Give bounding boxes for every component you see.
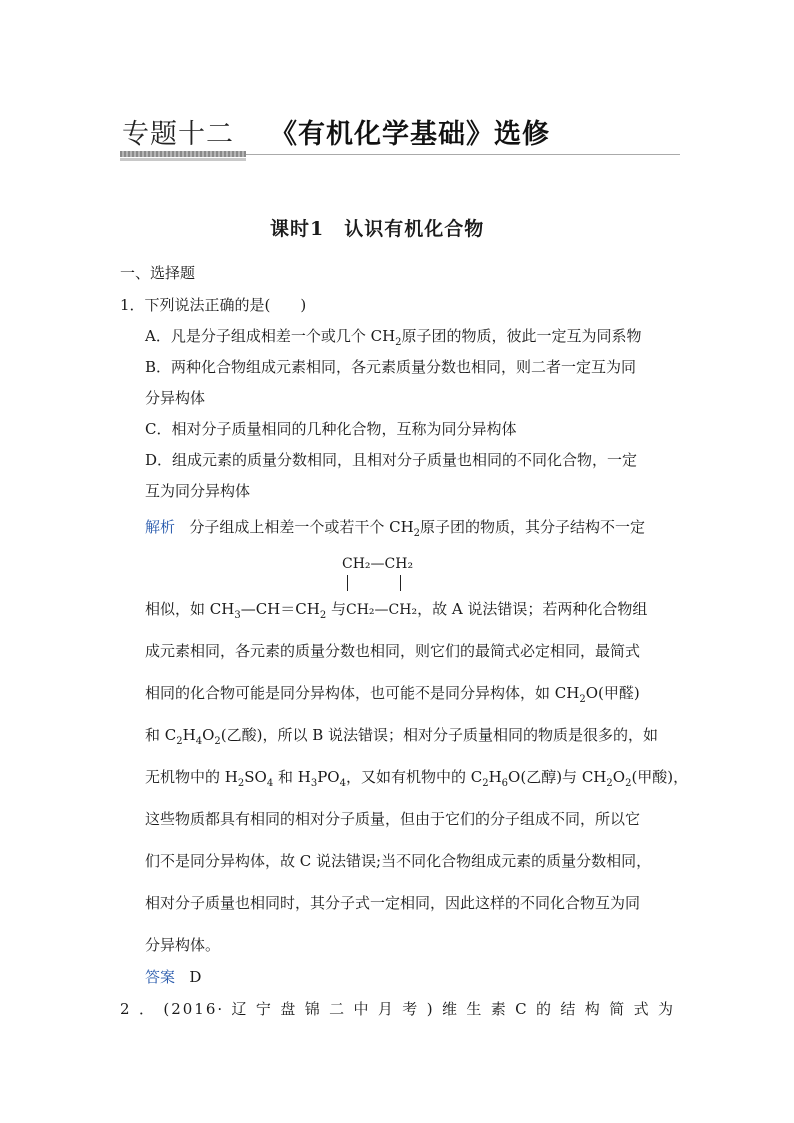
- header-rule-dark: [120, 151, 246, 157]
- section-title: 一、选择题: [120, 264, 196, 282]
- analysis-line-1: 解析 分子组成上相差一个或若干个 $CH_2$原子团的物质，其分子结构不一定: [145, 518, 646, 539]
- cyclobutane-structure-top: CH₂—CH₂: [342, 556, 414, 572]
- question-1-option-d-line1: D．组成元素的质量分数相同，且相对分子质量也相同的不同化合物，一定: [145, 451, 638, 469]
- analysis-line-4: 相同的化合物可能是同分异构体，也可能不是同分异构体，如 $CH_2O$(甲醛): [145, 684, 640, 705]
- analysis-line-7: 这些物质都具有相同的相对分子质量，但由于它们的分子组成不同，所以它: [145, 810, 641, 828]
- question-1-option-b-line2: 分异构体: [145, 389, 206, 407]
- lesson-title: 课时1 认识有机化合物: [270, 218, 485, 240]
- chapter-label: 专题十二: [122, 119, 234, 150]
- analysis-line-3: 成元素相同，各元素的质量分数也相同，则它们的最简式必定相同，最简式: [145, 642, 641, 660]
- cyclobutane-right-bond: [400, 575, 401, 591]
- question-1-option-c: C．相对分子质量相同的几种化合物，互称为同分异构体: [145, 420, 517, 438]
- answer-line: [145, 966, 201, 987]
- question-1-option-d-line2: 互为同分异构体: [145, 482, 251, 500]
- question-1-stem: 1．下列说法正确的是( ): [120, 296, 307, 314]
- analysis-line-10: 分异构体。: [145, 936, 221, 954]
- header-rule-light: [246, 154, 680, 155]
- question-1-option-a: A．凡是分子组成相差一个或几个 $CH_2$原子团的物质，彼此一定互为同系物: [145, 327, 642, 348]
- course-title: 《有机化学基础》选修: [270, 119, 550, 150]
- answer-label: 答案: [145, 968, 176, 986]
- analysis-line-8: 们不是同分异构体，故 C 说法错误;当不同化合物组成元素的质量分数相同，: [145, 852, 652, 870]
- analysis-label: 解析: [145, 518, 176, 536]
- cyclobutane-left-bond: [347, 575, 348, 591]
- cyclobutane-structure-bottom: CH₂—CH₂: [345, 602, 418, 618]
- answer-value: D: [189, 968, 202, 986]
- analysis-line-2: 相似，如 $CH_3—CH=CH_2$ 与CH₂—CH₂，故 A 说法错误；若两种化合物组: [145, 600, 648, 621]
- question-2-stem: 2．(2016·辽宁盘锦二中月考)维生素C的结构简式为: [120, 1000, 675, 1018]
- analysis-line-6: 无机物中的 $H_2SO_4$ 和 $H_3PO_4$，又如有机物中的 $C_2H_6O$(乙醇)与 $CH_2O_2$(甲酸)，: [145, 768, 689, 789]
- analysis-line-9: 相对分子质量也相同时，其分子式一定相同，因此这样的不同化合物互为同: [145, 894, 641, 912]
- analysis-line-5: 和 $C_2H_4O_2$(乙酸)，所以 B 说法错误；相对分子质量相同的物质是很多的，如: [145, 726, 659, 747]
- question-1-option-b-line1: B．两种化合物组成元素相同，各元素质量分数也相同，则二者一定互为同: [145, 358, 637, 376]
- header-rule-dark-lower: [120, 158, 246, 161]
